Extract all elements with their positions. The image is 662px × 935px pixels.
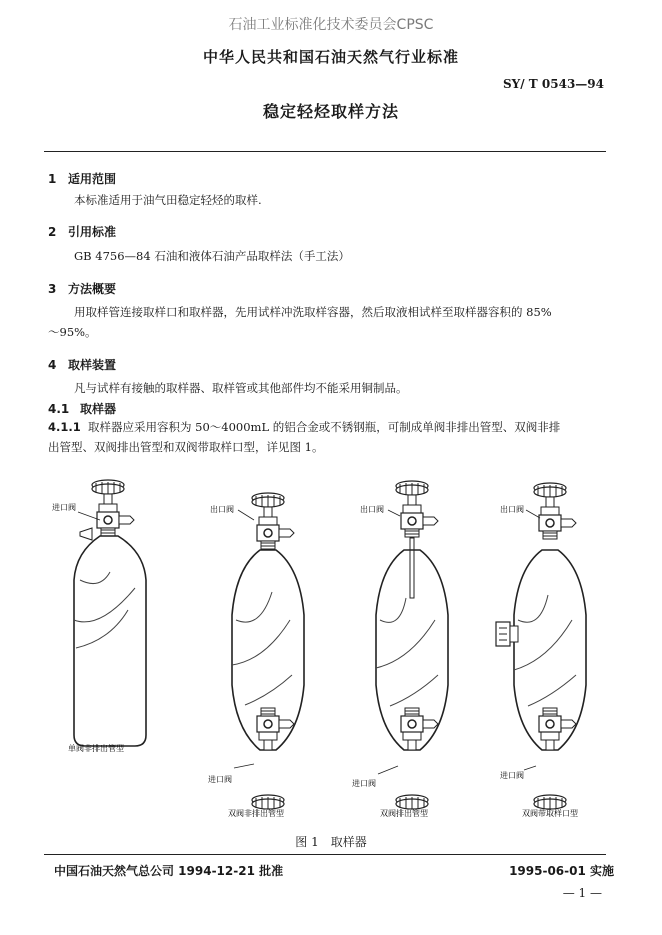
top-valve-label: 出口阀 <box>500 505 524 514</box>
sampler-figure <box>40 470 620 825</box>
footer-rule <box>44 854 606 855</box>
section-number: 2 <box>48 225 57 239</box>
section-number: 3 <box>48 282 57 296</box>
implementation-date: 1995-06-01 实施 <box>509 864 614 878</box>
bottle-double-valve-tube <box>352 481 448 818</box>
section-text: 取样器应采用容积为 50～4000mL 的铝合金或不锈钢瓶，可制成单阀非排出管型、双阀非排 <box>88 420 561 434</box>
standard-header: 中华人民共和国石油天然气行业标准 <box>202 48 459 66</box>
section-4-1-1-body-line1 <box>48 417 560 437</box>
bottle-type-label: 双阀带取样口型 <box>522 809 578 818</box>
section-4-1-heading <box>48 400 116 417</box>
section-3-body-line2: ～95%。 <box>48 325 97 339</box>
bottle-type-label: 双阀排出管型 <box>380 809 428 818</box>
standard-code: SY/ T 0543—94 <box>503 77 604 91</box>
section-number: 4.1.1 <box>48 420 81 434</box>
section-2-body: GB 4756—84 石油和液体石油产品取样法（手工法） <box>74 249 350 263</box>
section-title: 取样器 <box>80 402 117 416</box>
section-number: 4 <box>48 358 57 372</box>
bottom-valve-label: 进口阀 <box>352 779 376 788</box>
figure-caption: 图 1 取样器 <box>295 835 367 849</box>
top-valve-label: 出口阀 <box>360 505 384 514</box>
section-title: 引用标准 <box>68 225 117 239</box>
approval-info: 中国石油天然气总公司 1994-12-21 批准 <box>54 864 284 878</box>
watermark: 石油工业标准化技术委员会CPSC <box>228 17 434 33</box>
section-number: 4.1 <box>48 402 70 416</box>
section-1-body: 本标准适用于油气田稳定轻烃的取样. <box>74 193 262 207</box>
bottle-double-valve-port <box>496 483 586 818</box>
title-rule <box>44 151 606 152</box>
bottle-double-valve-no-tube <box>208 493 304 818</box>
top-valve-label: 出口阀 <box>210 505 234 514</box>
valve-label: 进口阀 <box>52 503 76 512</box>
section-1-heading <box>48 170 116 187</box>
section-2-heading <box>48 223 116 240</box>
section-title: 取样装置 <box>68 358 117 372</box>
document-title: 稳定轻烃取样方法 <box>262 102 399 121</box>
section-4-body: 凡与试样有接触的取样器、取样管或其他部件均不能采用铜制品。 <box>74 381 408 395</box>
section-3-body-line1: 用取样管连接取样口和取样器，先用试样冲洗取样容器，然后取液相试样至取样器容积的 85% <box>74 305 552 319</box>
section-4-heading <box>48 356 116 373</box>
section-number: 1 <box>48 172 57 186</box>
bottom-valve-label: 进口阀 <box>500 771 524 780</box>
section-title: 方法概要 <box>68 282 117 296</box>
section-3-heading <box>48 280 116 297</box>
page-number: — 1 — <box>562 886 602 900</box>
section-title: 适用范围 <box>68 172 117 186</box>
bottle-type-label: 双阀非排出管型 <box>228 809 284 818</box>
bottle-single-valve <box>52 480 146 753</box>
section-4-1-1-body-line2: 出管型、双阀排出管型和双阀带取样口型，详见图 1。 <box>48 440 324 454</box>
bottom-valve-label: 进口阀 <box>208 775 232 784</box>
bottle-type-label: 单阀非排出管型 <box>68 744 124 753</box>
